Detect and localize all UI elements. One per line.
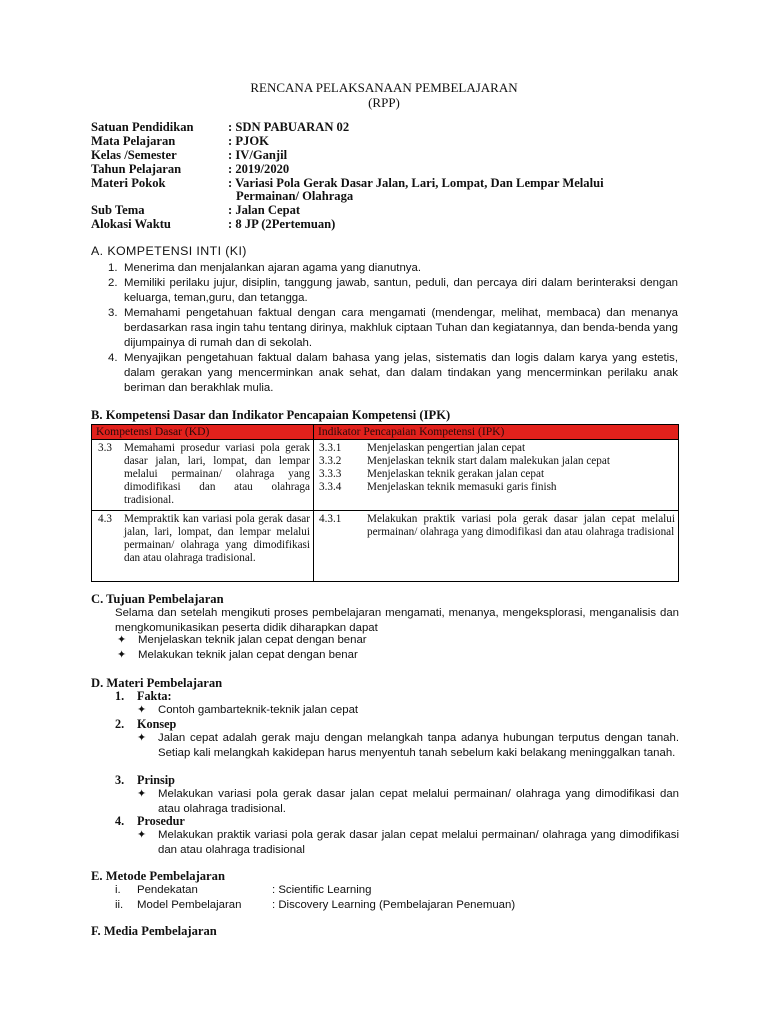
four-point-star-icon: ✦ <box>137 788 147 800</box>
goal-item: Melakukan teknik jalan cepat dengan benar <box>138 649 358 661</box>
metode-label: Model Pembelajaran <box>137 899 242 911</box>
section-a-heading: A. KOMPETENSI INTI (KI) <box>91 244 247 258</box>
section-c-intro: Selama dan setelah mengikuti proses pembelajaran mengamati, menanya, mengeksplorasi, menganalisis dan mengkomunikasikan peserta didik diharapkan dapat <box>115 607 679 634</box>
metode-number: ii. <box>115 899 124 911</box>
ipk-cell <box>314 511 679 582</box>
identity-label: Kelas /Semester <box>91 148 177 162</box>
ki-number: 3. <box>108 307 118 319</box>
document-subtitle: (RPP) <box>368 95 400 110</box>
metode-number: i. <box>115 884 121 896</box>
table-header-ipk: Indikator Pencapaian Kompetensi (IPK) <box>314 425 679 440</box>
metode-value: : Scientific Learning <box>272 884 372 896</box>
identity-label: Materi Pokok <box>91 176 166 190</box>
kd-cell <box>92 511 314 582</box>
ki-text: Menyajikan pengetahuan faktual dalam bahasa yang jelas, sistematis dan logis dalam karya yang estetis, dalam gerakan yang mencerminkan anak sehat, dan dalam tindakan yang mencerminkan perilaku anak beriman dan berakhlak mulia. <box>124 352 678 394</box>
materi-title: Fakta: <box>137 689 172 703</box>
ki-item <box>108 351 678 396</box>
identity-value: : Jalan Cepat <box>228 203 301 217</box>
table-row <box>92 511 679 582</box>
ipk-text: Menjelaskan teknik start dalam malekukan jalan cepat <box>367 455 610 467</box>
ki-number: 2. <box>108 277 118 289</box>
ki-item <box>108 261 678 276</box>
table-header-kd: Kompetensi Dasar (KD) <box>92 425 314 440</box>
identity-value-continuation: Permainan/ Olahraga <box>236 189 354 203</box>
identity-value: : PJOK <box>228 134 269 148</box>
materi-number: 1. <box>115 689 125 703</box>
kd-ipk-table <box>91 424 679 582</box>
materi-text: Melakukan variasi pola gerak dasar jalan cepat melalui permainan/ olahraga yang dimodifikasi dan atau olahraga tradisional. <box>158 788 679 815</box>
ki-item <box>108 306 678 351</box>
materi-title: Prinsip <box>137 773 175 787</box>
ipk-text: Menjelaskan teknik gerakan jalan cepat <box>367 468 545 480</box>
ki-number: 1. <box>108 262 118 274</box>
kd-number: 4.3 <box>98 513 112 525</box>
table-row <box>92 440 679 511</box>
goal-item: Menjelaskan teknik jalan cepat dengan benar <box>138 634 367 646</box>
materi-text: Melakukan praktik variasi pola gerak dasar jalan cepat melalui permainan/ olahraga yang dimodifikasi dan atau olahraga tradisional <box>158 829 679 856</box>
identity-value: : Variasi Pola Gerak Dasar Jalan, Lari, Lompat, Dan Lempar Melalui <box>228 176 604 190</box>
ipk-number: 3.3.4 <box>319 481 342 493</box>
ipk-number: 3.3.2 <box>319 455 342 467</box>
materi-number: 2. <box>115 717 125 731</box>
ipk-item <box>319 442 675 455</box>
materi-title: Konsep <box>137 717 177 731</box>
materi-text: Contoh gambarteknik-teknik jalan cepat <box>158 704 359 716</box>
ipk-item <box>319 455 675 468</box>
section-c-heading: C. Tujuan Pembelajaran <box>91 592 224 606</box>
materi-number: 4. <box>115 814 125 828</box>
kd-number: 3.3 <box>98 442 112 454</box>
ipk-item <box>319 468 675 481</box>
section-f-heading: F. Media Pembelajaran <box>91 924 217 938</box>
four-point-star-icon: ✦ <box>137 829 147 841</box>
ki-text: Memiliki perilaku jujur, disiplin, tanggung jawab, santun, peduli, dan percaya diri dalam berinteraksi dengan keluarga, teman,guru, dan tetangga. <box>124 277 678 304</box>
table-header-row <box>92 425 679 440</box>
ipk-number: 4.3.1 <box>319 513 342 525</box>
identity-label: Satuan Pendidikan <box>91 120 194 134</box>
identity-label: Alokasi Waktu <box>91 217 171 231</box>
metode-label: Pendekatan <box>137 884 198 896</box>
identity-label: Sub Tema <box>91 203 145 217</box>
section-b-heading: B. Kompetensi Dasar dan Indikator Pencapaian Kompetensi (IPK) <box>91 408 451 422</box>
ki-item <box>108 276 678 306</box>
kd-text: Mempraktik kan variasi pola gerak dasar jalan, lari, lompat, dan lempar melalui permainan/ olahraga yang dimodifikasi dan atau olahraga tradisional. <box>124 513 310 564</box>
ipk-item <box>319 513 675 539</box>
identity-value: : 2019/2020 <box>228 162 290 176</box>
section-d-heading: D. Materi Pembelajaran <box>91 676 223 690</box>
document-title: RENCANA PELAKSANAAN PEMBELAJARAN <box>250 80 518 95</box>
four-point-star-icon: ✦ <box>137 732 147 744</box>
ipk-cell <box>314 440 679 511</box>
materi-title: Prosedur <box>137 814 185 828</box>
kd-text: Memahami prosedur variasi pola gerak dasar jalan, lari, lompat, dan lempar melalui permainan/ olahraga yang dimodifikasi dan atau olahraga tradisional. <box>124 442 310 506</box>
materi-text: Jalan cepat adalah gerak maju dengan melangkah tanpa adanya hubungan terputus dengan tanah. Setiap kali melangkah kakidepan harus menyentuh tanah sebelum kaki belakang meninggalkan tanah. <box>158 732 679 759</box>
ki-text: Memahami pengetahuan faktual dengan cara mengamati (mendengar, melihat, membaca) dan menanya berdasarkan rasa ingin tahu tentang dirinya, makhluk ciptaan Tuhan dan kegiatannya, dan benda-benda yang dijumpainya di rumah dan di sekolah. <box>124 307 678 349</box>
four-point-star-icon: ✦ <box>117 649 127 661</box>
ipk-number: 3.3.3 <box>319 468 342 480</box>
ki-text: Menerima dan menjalankan ajaran agama yang dianutnya. <box>124 262 421 274</box>
section-e-heading: E. Metode Pembelajaran <box>91 869 225 883</box>
ipk-text: Melakukan praktik variasi pola gerak dasar jalan cepat melalui permainan/ olahraga yang dimodifikasi dan atau olahraga tradisional <box>367 513 675 538</box>
ipk-item <box>319 481 675 494</box>
materi-number: 3. <box>115 773 125 787</box>
kd-cell <box>92 440 314 511</box>
ipk-number: 3.3.1 <box>319 442 342 454</box>
identity-value: : IV/Ganjil <box>228 148 288 162</box>
ki-number: 4. <box>108 352 118 364</box>
ipk-text: Menjelaskan teknik memasuki garis finish <box>367 481 557 493</box>
identity-label: Tahun Pelajaran <box>91 162 182 176</box>
ipk-text: Menjelaskan pengertian jalan cepat <box>367 442 526 454</box>
identity-value: : SDN PABUARAN 02 <box>228 120 350 134</box>
four-point-star-icon: ✦ <box>137 704 147 716</box>
identity-label: Mata Pelajaran <box>91 134 176 148</box>
metode-value: : Discovery Learning (Pembelajaran Penemuan) <box>272 899 516 911</box>
identity-value: : 8 JP (2Pertemuan) <box>228 217 336 231</box>
four-point-star-icon: ✦ <box>117 634 127 646</box>
